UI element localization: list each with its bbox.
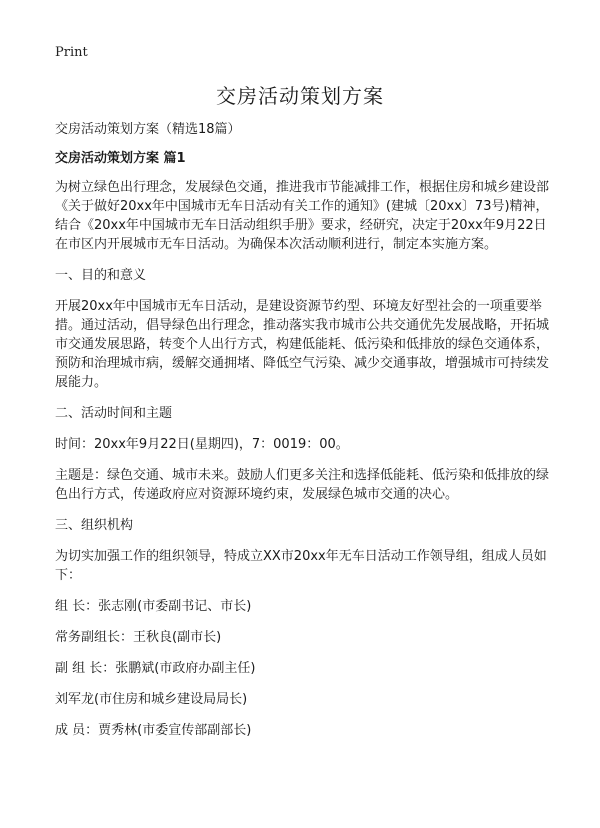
purpose-paragraph: 开展20xx年中国城市无车日活动，是建设资源节约型、环境友好型社会的一项重要举措。通过活动，倡导绿色出行理念，推动落实我市城市公共交通优先发展战略，开拓城市交通发展思路，转变个人出行方式，构建低能耗、低污染和低排放的绿色交通体系，预防和治理城市病，缓解交通拥堵、降低空气污染、减少交通事故，增强城市可持续发展能力。 xyxy=(55,299,550,390)
member-line: 常务副组长：王秋良(副市长) xyxy=(55,630,222,645)
document-body xyxy=(55,120,550,752)
member-line: 刘军龙(市住房和城乡建设局局长) xyxy=(55,692,248,707)
section-title: 交房活动策划方案 篇1 xyxy=(55,151,186,166)
member-line: 副 组 长：张鹏斌(市政府办副主任) xyxy=(55,661,256,676)
intro-paragraph: 为树立绿色出行理念，发展绿色交通，推进我市节能减排工作，根据住房和城乡建设部《关于做好20xx年中国城市无车日活动有关工作的通知》(建城〔20xx〕73号)精神，结合《20xx年中国城市无车日活动组织手册》要求，经研究，决定于20xx年9月22日在市区内开展城市无车日活动。为确保本次活动顺利进行，制定本实施方案。 xyxy=(55,180,550,252)
document-subtitle: 交房活动策划方案（精选18篇） xyxy=(55,122,241,137)
member-line: 组 长：张志刚(市委副书记、市长) xyxy=(55,599,252,614)
heading-time-theme: 二、活动时间和主题 xyxy=(55,406,173,421)
document-title: 交房活动策划方案 xyxy=(216,84,384,108)
heading-purpose: 一、目的和意义 xyxy=(55,268,147,283)
time-paragraph: 时间：20xx年9月22日(星期四)，7：0019：00。 xyxy=(55,437,349,452)
theme-paragraph: 主题是：绿色交通、城市未来。鼓励人们更多关注和选择低能耗、低污染和低排放的绿色出行方式，传递政府应对资源环境约束，发展绿色城市交通的决心。 xyxy=(55,468,550,502)
heading-organization: 三、组织机构 xyxy=(55,518,134,533)
member-line: 成 员：贾秀林(市委宣传部副部长) xyxy=(55,723,252,738)
print-link[interactable]: Print xyxy=(55,45,88,60)
organization-intro: 为切实加强工作的组织领导，特成立XX市20xx年无车日活动工作领导组，组成人员如下： xyxy=(55,549,547,583)
